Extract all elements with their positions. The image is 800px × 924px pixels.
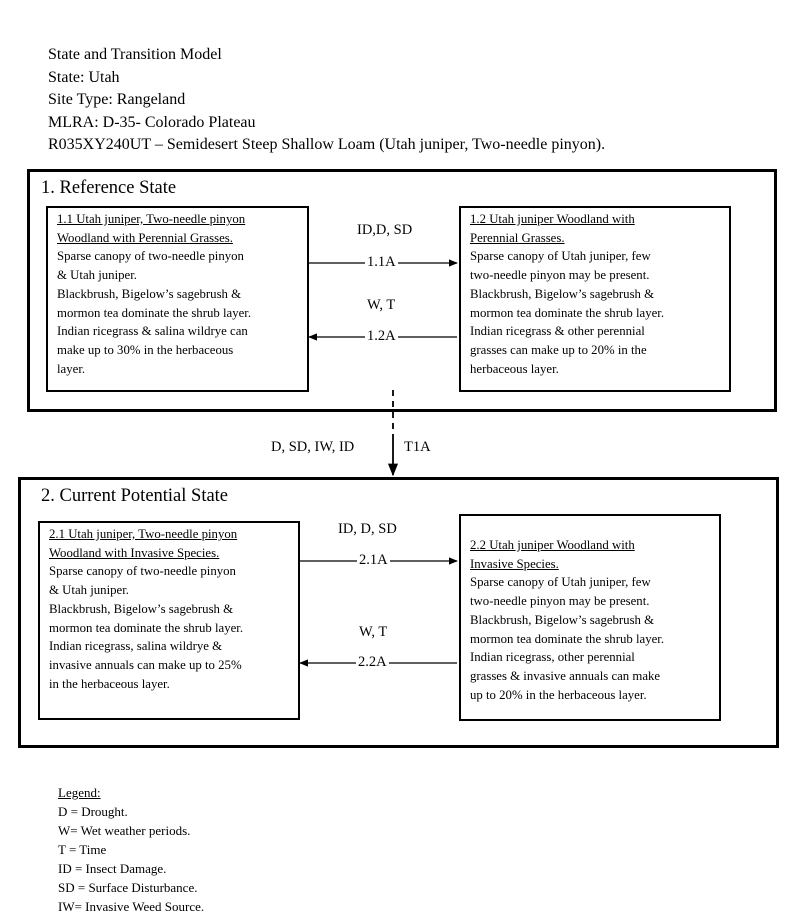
community-box-1-2 bbox=[459, 206, 731, 392]
community-text: Indian ricegrass, other perennial bbox=[470, 650, 635, 665]
legend-title: Legend: bbox=[58, 785, 101, 800]
header-ecological-site: R035XY240UT – Semidesert Steep Shallow Loam (Utah juniper, Two-needle pinyon). bbox=[48, 136, 606, 153]
transition-drivers-2-1a: ID, D, SD bbox=[338, 521, 397, 537]
transition-drivers-1-1a: ID,D, SD bbox=[357, 222, 413, 238]
community-title: 1.2 Utah juniper Woodland with bbox=[470, 212, 635, 226]
community-text: Sparse canopy of two-needle pinyon bbox=[57, 249, 244, 264]
legend-item: ID = Insect Damage. bbox=[58, 861, 167, 876]
community-box-1-1 bbox=[46, 206, 309, 392]
community-text: Blackbrush, Bigelow’s sagebrush & bbox=[470, 286, 655, 301]
transition-drivers-1-2a: W, T bbox=[367, 297, 396, 313]
community-text: mormon tea dominate the shrub layer. bbox=[57, 305, 252, 320]
community-text: two-needle pinyon may be present. bbox=[470, 594, 650, 609]
legend-item: SD = Surface Disturbance. bbox=[58, 880, 198, 895]
transition-code-2-2a: 2.2A bbox=[358, 654, 387, 670]
state-transition-drivers: D, SD, IW, ID bbox=[271, 439, 355, 455]
header-mlra: MLRA: D-35- Colorado Plateau bbox=[48, 113, 256, 131]
community-title: Invasive Species. bbox=[470, 556, 559, 571]
legend-item: D = Drought. bbox=[58, 804, 128, 819]
community-text: & Utah juniper. bbox=[57, 268, 137, 283]
community-box-2-2 bbox=[459, 514, 721, 721]
transition-code-1-1a: 1.1A bbox=[367, 254, 396, 270]
community-text: grasses can make up to 20% in the bbox=[470, 342, 647, 357]
legend-item: T = Time bbox=[58, 842, 107, 857]
community-text: up to 20% in the herbaceous layer. bbox=[470, 687, 647, 702]
transition-code-2-1a: 2.1A bbox=[359, 552, 388, 568]
community-text: two-needle pinyon may be present. bbox=[470, 268, 650, 283]
model-header bbox=[48, 44, 605, 157]
community-title: Perennial Grasses. bbox=[470, 230, 565, 245]
community-text: grasses & invasive annuals can make bbox=[470, 668, 661, 683]
community-box-2-1 bbox=[38, 521, 300, 720]
header-state: State: Utah bbox=[48, 68, 120, 86]
community-text: mormon tea dominate the shrub layer. bbox=[470, 305, 665, 320]
community-text: Blackbrush, Bigelow’s sagebrush & bbox=[49, 601, 234, 616]
transition-code-1-2a: 1.2A bbox=[367, 328, 396, 344]
legend-item: IW= Invasive Weed Source. bbox=[58, 899, 205, 914]
community-title: Woodland with Perennial Grasses. bbox=[57, 230, 233, 245]
community-text: in the herbaceous layer. bbox=[49, 676, 170, 691]
community-text: layer. bbox=[57, 361, 86, 376]
community-text: invasive annuals can make up to 25% bbox=[49, 657, 242, 672]
community-text: Blackbrush, Bigelow’s sagebrush & bbox=[470, 612, 655, 627]
legend-item: W= Wet weather periods. bbox=[58, 823, 191, 838]
state-transition-code: T1A bbox=[404, 439, 431, 455]
community-title: Woodland with Invasive Species. bbox=[49, 545, 220, 560]
community-text: Indian ricegrass & other perennial bbox=[470, 324, 645, 339]
state-title: 1. Reference State bbox=[41, 178, 177, 198]
community-text: Sparse canopy of two-needle pinyon bbox=[49, 564, 236, 579]
transition-drivers-2-2a: W, T bbox=[359, 624, 388, 640]
community-title: 2.1 Utah juniper, Two-needle pinyon bbox=[49, 527, 238, 541]
community-text: Sparse canopy of Utah juniper, few bbox=[470, 249, 651, 264]
community-text: Indian ricegrass, salina wildrye & bbox=[49, 639, 223, 654]
header-site-type: Site Type: Rangeland bbox=[48, 91, 186, 108]
community-text: mormon tea dominate the shrub layer. bbox=[470, 631, 665, 646]
community-text: & Utah juniper. bbox=[49, 583, 129, 598]
community-text: Indian ricegrass & salina wildrye can bbox=[57, 324, 248, 339]
legend bbox=[58, 783, 204, 916]
community-text: mormon tea dominate the shrub layer. bbox=[49, 620, 244, 635]
header-model-title: State and Transition Model bbox=[48, 46, 222, 63]
community-text: Blackbrush, Bigelow’s sagebrush & bbox=[57, 286, 242, 301]
community-text: Sparse canopy of Utah juniper, few bbox=[470, 575, 651, 590]
state-title: 2. Current Potential State bbox=[41, 486, 229, 506]
community-text: herbaceous layer. bbox=[470, 361, 559, 376]
community-title: 1.1 Utah juniper, Two-needle pinyon bbox=[57, 212, 246, 226]
community-title: 2.2 Utah juniper Woodland with bbox=[470, 538, 635, 552]
community-text: make up to 30% in the herbaceous bbox=[57, 342, 234, 357]
